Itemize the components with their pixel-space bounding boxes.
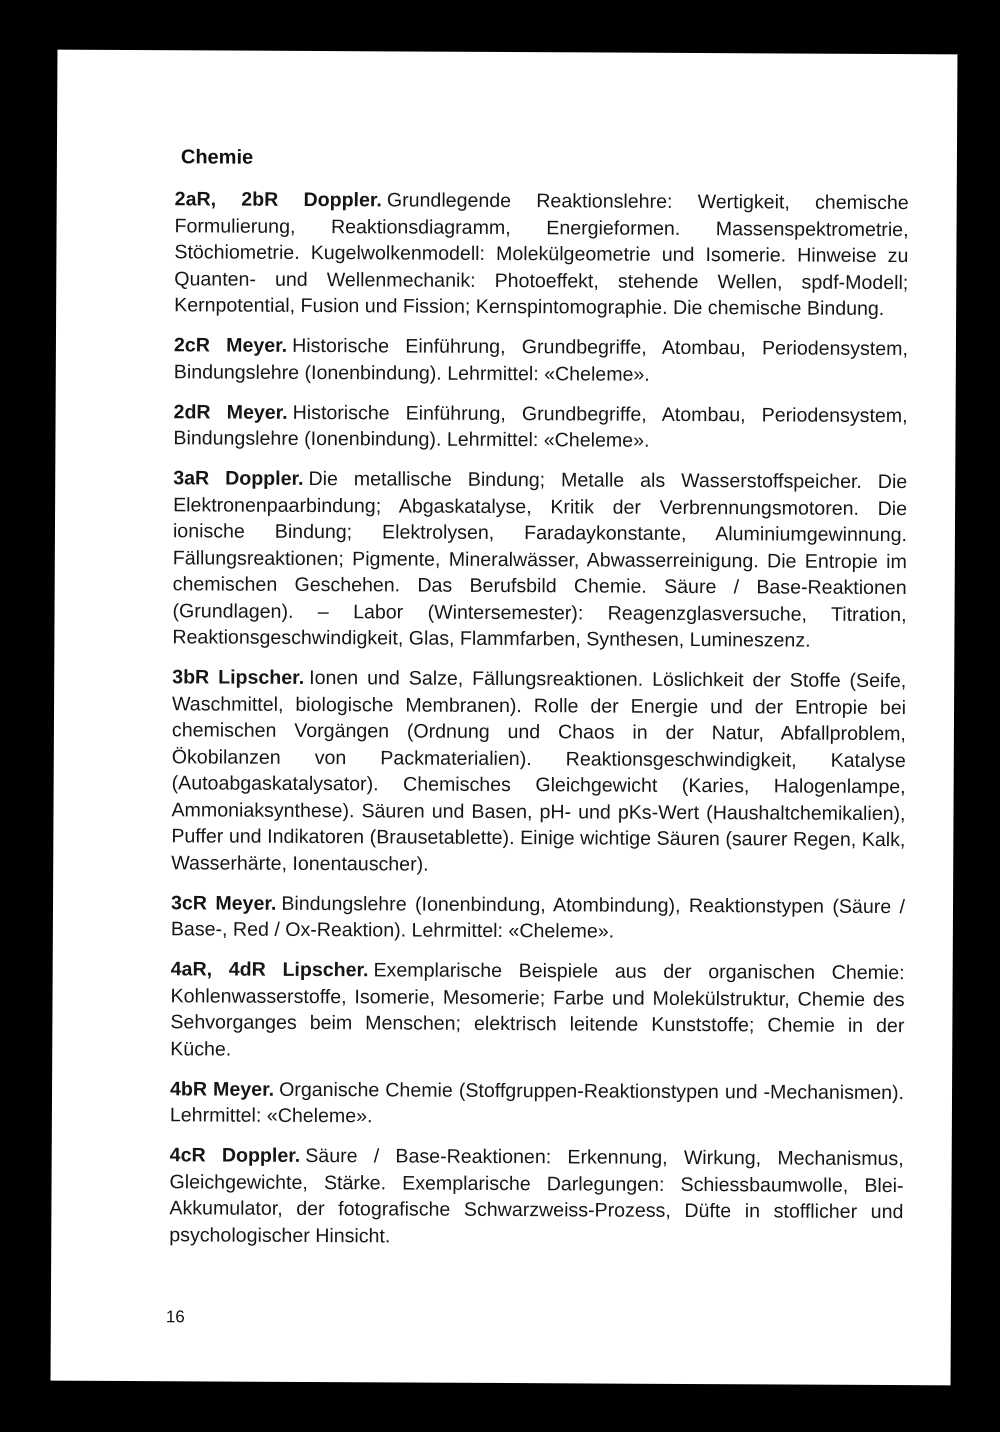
- course-label: 4cR Doppler.: [169, 1144, 301, 1167]
- page-number: 16: [165, 1307, 185, 1327]
- course-description: Ionen und Salze, Fällungsreaktionen. Löslichkeit der Stoffe (Seife, Waschmittel, biologische Membranen). Rolle der Energie und der Entropie bei chemischen Vorgängen (Ordnung und Chaos in der Natur, Abfallproblem, Ökobilanzen von Packmaterialien). Reaktionsgeschwindigkeit, Katalyse (Autoabgaskatalysator). Chemisches Gleichgewicht (Karies, Halogenlampe, Ammoniaksynthese). Säuren und Basen, pH- und pKs-Wert (Haushaltchemikalien), Puffer und Indikatoren (Brausetablette). Einige wichtige Säuren (saurer Regen, Kalk, Wasserhärte, Ionentauscher).: [171, 666, 907, 876]
- course-description: Bindungslehre (Ionenbindung, Atombindung), Reaktionstypen (Säure / Base-, Red / Ox-Reaktion). Lehrmittel: «Cheleme».: [170, 892, 906, 943]
- course-entry-4ar-4dr: [170, 956, 905, 1066]
- course-entry-3ar: [172, 465, 907, 654]
- course-entry-2cr: [174, 332, 908, 389]
- course-entry-4cr: [169, 1142, 904, 1252]
- course-list: [169, 186, 909, 1265]
- document-page: [51, 50, 958, 1386]
- course-description: Exemplarische Beispiele aus der organischen Chemie: Kohlenwasserstoffe, Isomerie, Mesomerie; Farbe und Molekülstruktur, Chemie des Sehvorganges beim Menschen; elektrisch leitende Kunststoffe; Chemie in der Küche.: [170, 959, 905, 1061]
- course-entry-4br: [170, 1076, 904, 1133]
- course-label: 4aR, 4dR Lipscher.: [170, 958, 369, 982]
- course-description: Säure / Base-Reaktionen: Erkennung, Wirkung, Mechanismus, Gleichgewichte, Stärke. Exemplarische Darlegungen: Schiessbaumwolle, Blei-Akkumulator, der fotografische Schwarzweiss-Prozess, Düfte in stofflicher und psychologischer Hinsicht.: [169, 1144, 904, 1247]
- course-description: Grundlegende Reaktionslehre: Wertigkeit, chemische Formulierung, Reaktionsdiagramm, Energieformen. Massenspektrometrie, Stöchiometrie. Kugelwolkenmodell: Molekülgeometrie und Isomerie. Hinweise zu Quanten- und Wellenmechanik: Photoeffekt, stehende Wellen, spdf-Modell; Kernpotential, Fusion und Fission; Kernspintomographie. Die chemische Bindung.: [174, 189, 909, 320]
- course-label: 2aR, 2bR Doppler.: [174, 188, 382, 212]
- course-entry-2ar-2br: [174, 186, 909, 322]
- course-label: 3aR Doppler.: [173, 467, 304, 490]
- course-entry-3br: [171, 664, 906, 880]
- course-description: Die metallische Bindung; Metalle als Wasserstoffspeicher. Die Elektronenpaarbindung; Abgaskatalyse, Kritik der Verbrennungsmotoren. Die ionische Bindung; Elektrolysen, Faradaykonstante, Aluminiumgewinnung. Fällungsreaktionen; Pigmente, Mineralwässer, Abwasserreinigung. Die Entropie im chemischen Geschehen. Das Berufsbild Chemie. Säure / Base-Reaktionen (Grundlagen). – Labor (Wintersemester): Reagenzglasversuche, Titration, Reaktionsgeschwindigkeit, Glas, Flammfarben, Synthesen, Lumineszenz.: [172, 467, 908, 652]
- course-label: 2cR Meyer.: [173, 334, 288, 357]
- course-label: 4bR Meyer.: [169, 1077, 275, 1101]
- course-label: 3cR Meyer.: [170, 891, 277, 915]
- course-label: 2dR Meyer.: [173, 400, 288, 424]
- course-label: 3bR Lipscher.: [172, 666, 305, 689]
- course-description: Historische Einführung, Grundbegriffe, Atombau, Periodensystem, Bindungslehre (Ionenbindung). Lehrmittel: «Cheleme».: [173, 401, 908, 452]
- course-entry-3cr: [171, 890, 905, 947]
- course-description: Historische Einführung, Grundbegriffe, Atombau, Periodensystem, Bindungslehre (Ionenbindung). Lehrmittel: «Cheleme».: [173, 334, 909, 386]
- course-entry-2dr: [173, 399, 907, 456]
- course-description: Organische Chemie (Stoffgruppen-Reaktionstypen und -Mechanismen). Lehrmittel: «Cheleme».: [169, 1078, 905, 1128]
- section-title: Chemie: [180, 146, 254, 169]
